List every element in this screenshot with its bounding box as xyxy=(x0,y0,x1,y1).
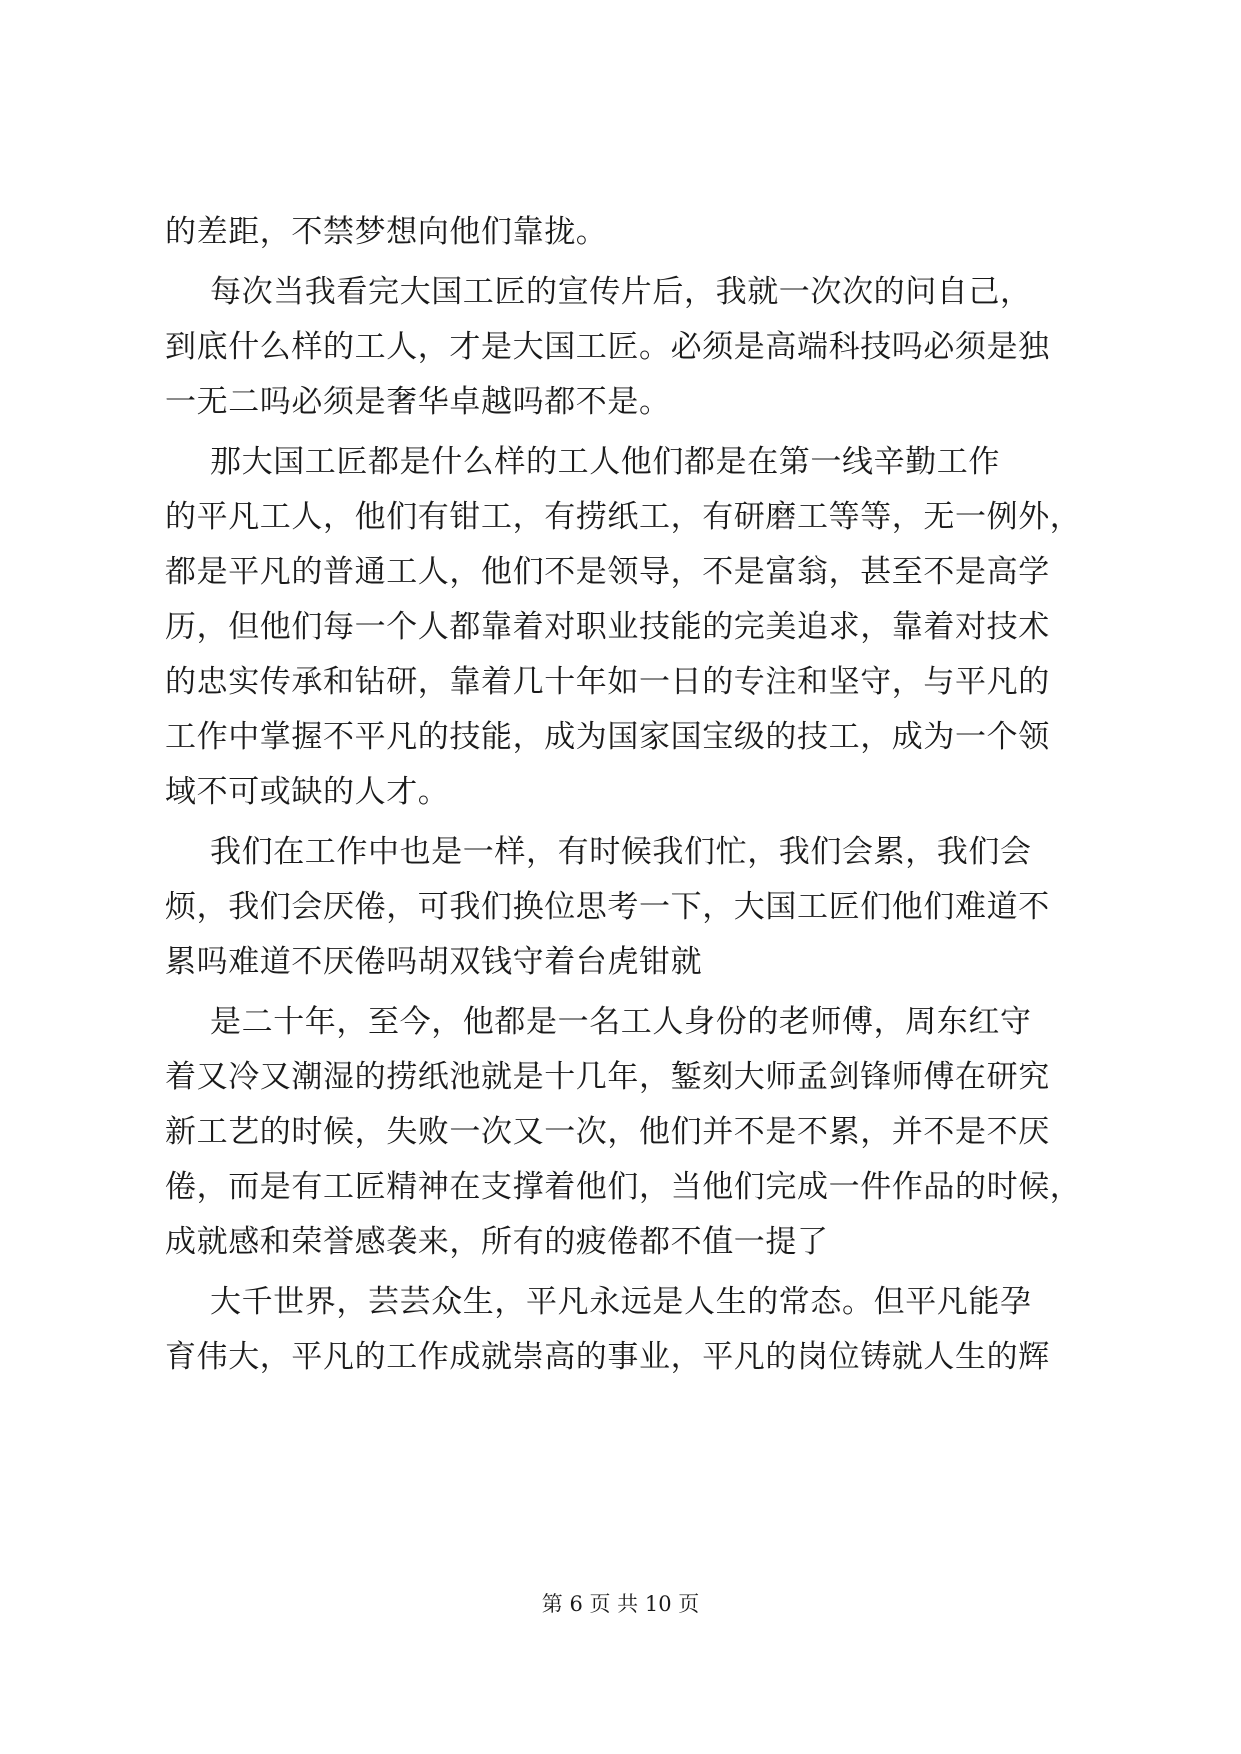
text-line-5: 那大国工匠都是什么样的工人他们都是在第一线辛勤工作 xyxy=(210,444,1000,480)
text-line-11: 域不可或缺的人才。 xyxy=(165,774,450,810)
text-line-9: 的忠实传承和钻研，靠着几十年如一日的专注和坚守，与平凡的 xyxy=(165,664,1050,700)
text-line-4: 一无二吗必须是奢华卓越吗都不是。 xyxy=(165,384,671,420)
text-line-16: 着又冷又潮湿的捞纸池就是十几年，錾刻大师孟剑锋师傅在研究 xyxy=(165,1059,1050,1095)
text-line-14: 累吗难道不厌倦吗胡双钱守着台虎钳就 xyxy=(165,944,703,980)
text-line-18: 倦，而是有工匠精神在支撑着他们，当他们完成一件作品的时候， xyxy=(165,1169,1082,1205)
text-line-2: 每次当我看完大国工匠的宣传片后，我就一次次的问自己， xyxy=(210,274,1032,310)
text-line-17: 新工艺的时候，失败一次又一次，他们并不是不累，并不是不厌 xyxy=(165,1114,1050,1150)
text-line-20: 大千世界，芸芸众生，平凡永远是人生的常态。但平凡能孕 xyxy=(210,1284,1032,1320)
text-line-13: 烦，我们会厌倦，可我们换位思考一下，大国工匠们他们难道不 xyxy=(165,889,1050,925)
text-line-19: 成就感和荣誉感袭来，所有的疲倦都不值一提了 xyxy=(165,1224,829,1260)
text-line-12: 我们在工作中也是一样，有时候我们忙，我们会累，我们会 xyxy=(210,834,1032,870)
text-line-7: 都是平凡的普通工人，他们不是领导，不是富翁，甚至不是高学 xyxy=(165,554,1050,590)
text-line-3: 到底什么样的工人，才是大国工匠。必须是高端科技吗必须是独 xyxy=(165,329,1050,365)
text-line-10: 工作中掌握不平凡的技能，成为国家国宝级的技工，成为一个领 xyxy=(165,719,1050,755)
text-line-15: 是二十年，至今，他都是一名工人身份的老师傅，周东红守 xyxy=(210,1004,1032,1040)
text-line-6: 的平凡工人，他们有钳工，有捞纸工，有研磨工等等，无一例外， xyxy=(165,499,1082,535)
text-line-21: 育伟大，平凡的工作成就崇高的事业，平凡的岗位铸就人生的辉 xyxy=(165,1339,1050,1375)
text-line-1: 的差距，不禁梦想向他们靠拢。 xyxy=(165,214,608,250)
page-number-footer: 第 6 页 共 10 页 xyxy=(541,1592,700,1616)
text-line-8: 历，但他们每一个人都靠着对职业技能的完美追求，靠着对技术 xyxy=(165,609,1050,645)
